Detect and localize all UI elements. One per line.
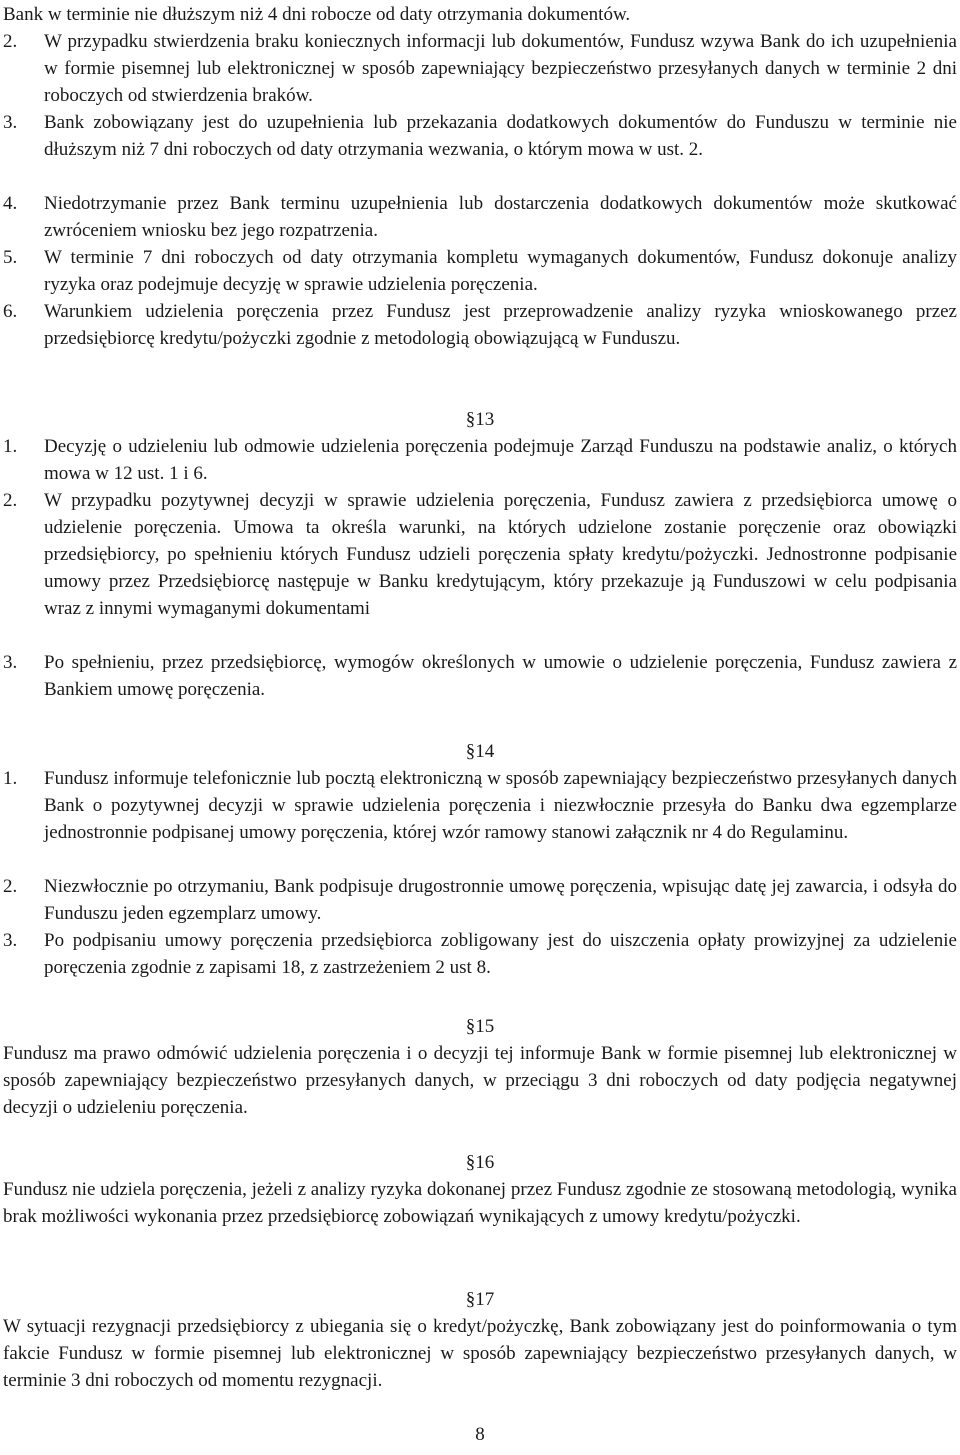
top-line: Bank w terminie nie dłuższym niż 4 dni robocze od daty otrzymania dokumentów. xyxy=(3,4,631,25)
section-heading-17: §17 xyxy=(465,1289,495,1310)
item-text: Niezwłocznie po otrzymaniu, Bank podpisuje drugostronnie umowę poręczenia, wpisując datę jej zawarcia, i odsyła do Funduszu jeden egzemplarz umowy. xyxy=(44,876,957,924)
item-number: 5. xyxy=(3,247,18,268)
section-number: 13 xyxy=(475,409,495,430)
item-number: 2. xyxy=(3,31,18,52)
list-item xyxy=(3,927,957,981)
item-text: W przypadku pozytywnej decyzji w sprawie udzielenia poręczenia, Fundusz zawiera z przedsiębiorca umowę o udzielenie poręczenia. Umowa ta określa warunki, na których udzielone zostanie poręczenie oraz obowiązki przedsiębiorcy, po spełnieniu których Fundusz udzieli poręczenia spłaty kredytu/pożyczki. Jednostronne podpisanie umowy przez Przedsiębiorcę następuje w Banku kredytującym, który przekazuje ją Funduszowi w celu podpisania wraz z innymi wymaganymi dokumentami xyxy=(44,490,957,619)
item-number: 3. xyxy=(3,652,18,673)
list-item xyxy=(3,298,957,352)
section-heading-14: §14 xyxy=(465,741,495,762)
list-item xyxy=(3,244,957,298)
item-number: 4. xyxy=(3,193,18,214)
section-heading-15: §15 xyxy=(465,1016,495,1037)
section-paragraph: Fundusz nie udziela poręczenia, jeżeli z analizy ryzyka dokonanej przez Fundusz zgodnie ze stosowaną metodologią, wynika brak możliwości wykonania przez przedsiębiorcę zobowiązań wynikających z umowy kredytu/pożyczki. xyxy=(3,1179,957,1227)
section-heading-16: §16 xyxy=(465,1152,495,1173)
item-text: W przypadku stwierdzenia braku koniecznych informacji lub dokumentów, Fundusz wzywa Bank do ich uzupełnienia w formie pisemnej lub elektronicznej w sposób zapewniający bezpieczeństwo przesyłanych danych w terminie 2 dni roboczych od stwierdzenia braków. xyxy=(44,31,957,106)
item-text: Fundusz informuje telefonicznie lub pocztą elektroniczną w sposób zapewniający bezpieczeństwo przesyłanych danych Bank o pozytywnej decyzji w sprawie udzielenia poręczenia i niezwłocznie przesyła do Banku dwa egzemplarze jednostronnie podpisanej umowy poręczenia, której wzór ramowy stanowi załącznik nr 4 do Regulaminu. xyxy=(44,768,957,843)
list-item xyxy=(3,487,957,622)
section-number: 16 xyxy=(475,1152,495,1173)
item-text: Warunkiem udzielenia poręczenia przez Fundusz jest przeprowadzenie analizy ryzyka wnioskowanego przez przedsiębiorcę kredytu/pożyczki zgodnie z metodologią obowiązującą w Funduszu. xyxy=(44,301,957,349)
list-item xyxy=(3,649,957,703)
list-item xyxy=(3,433,957,487)
item-text: Po spełnieniu, przez przedsiębiorcę, wymogów określonych w umowie o udzielenie poręczenia, Fundusz zawiera z Bankiem umowę poręczenia. xyxy=(44,652,957,700)
section-heading-13: §13 xyxy=(465,409,495,430)
item-number: 2. xyxy=(3,490,18,511)
item-number: 1. xyxy=(3,436,18,457)
list-item xyxy=(3,109,957,163)
item-number: 1. xyxy=(3,768,18,789)
section-number: 14 xyxy=(475,741,495,762)
item-text: Decyzję o udzieleniu lub odmowie udzielenia poręczenia podejmuje Zarząd Funduszu na podstawie analiz, o których mowa w 12 ust. 1 i 6. xyxy=(44,436,957,484)
item-number: 3. xyxy=(3,930,18,951)
item-text: Niedotrzymanie przez Bank terminu uzupełnienia lub dostarczenia dodatkowych dokumentów może skutkować zwróceniem wniosku bez jego rozpatrzenia. xyxy=(44,193,957,241)
item-text: W terminie 7 dni roboczych od daty otrzymania kompletu wymaganych dokumentów, Fundusz dokonuje analizy ryzyka oraz podejmuje decyzję w sprawie udzielenia poręczenia. xyxy=(44,247,957,295)
list-item xyxy=(3,765,957,846)
section-paragraph: Fundusz ma prawo odmówić udzielenia poręczenia i o decyzji tej informuje Bank w formie pisemnej lub elektronicznej w sposób zapewniający bezpieczeństwo przesyłanych danych, w przeciągu 3 dni roboczych od daty podjęcia negatywnej decyzji o udzieleniu poręczenia. xyxy=(3,1043,957,1118)
list-item xyxy=(3,873,957,927)
item-text: Po podpisaniu umowy poręczenia przedsiębiorca zobligowany jest do uiszczenia opłaty prowizyjnej za udzielenie poręczenia zgodnie z zapisami 18, z zastrzeżeniem 2 ust 8. xyxy=(44,930,957,978)
section-number: 15 xyxy=(475,1016,495,1037)
list-item xyxy=(3,190,957,244)
item-number: 3. xyxy=(3,112,18,133)
section-paragraph: W sytuacji rezygnacji przedsiębiorcy z ubiegania się o kredyt/pożyczkę, Bank zobowiązany jest do poinformowania o tym fakcie Fundusz w formie pisemnej lub elektronicznej w sposób zapewniający bezpieczeństwo przesyłanych danych, w terminie 3 dni roboczych od momentu rezygnacji. xyxy=(3,1316,957,1391)
item-text: Bank zobowiązany jest do uzupełnienia lub przekazania dodatkowych dokumentów do Funduszu w terminie nie dłuższym niż 7 dni roboczych od daty otrzymania wezwania, o którym mowa w ust. 2. xyxy=(44,112,957,160)
page-number: 8 xyxy=(475,1424,485,1445)
item-number: 6. xyxy=(3,301,18,322)
list-item xyxy=(3,28,957,109)
item-number: 2. xyxy=(3,876,18,897)
section-number: 17 xyxy=(475,1289,495,1310)
